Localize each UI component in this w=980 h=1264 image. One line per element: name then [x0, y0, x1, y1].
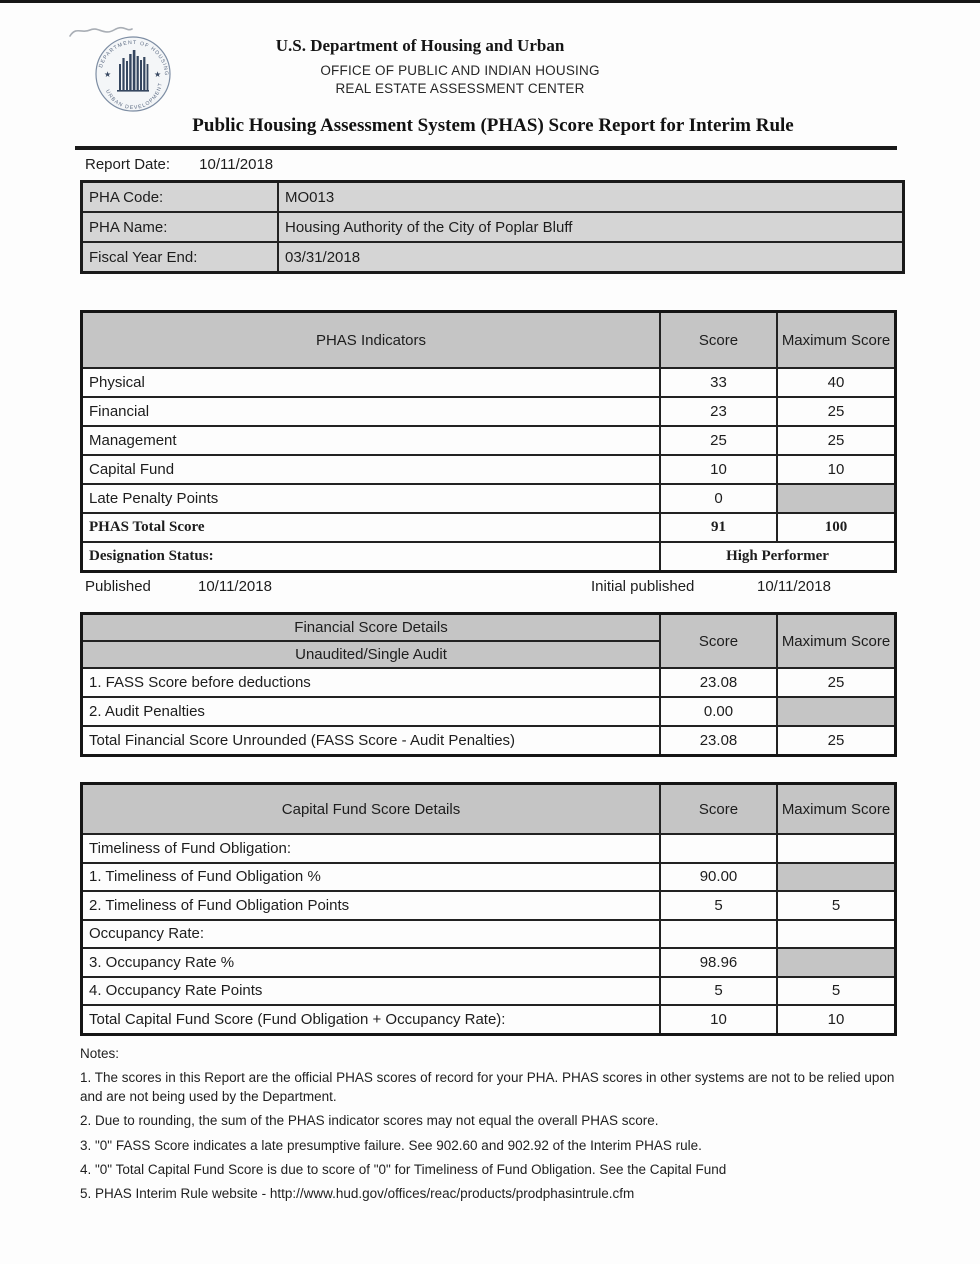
total-score-max: 100 [777, 513, 896, 542]
audit-penalties-max-blocked [777, 697, 896, 726]
occupancy-pct-max-blocked [777, 948, 896, 977]
audit-penalties-label: 2. Audit Penalties [82, 697, 661, 726]
indicator-max: 10 [777, 455, 896, 484]
indicators-header: PHAS Indicators [82, 312, 661, 369]
total-capital-value: 10 [660, 1005, 777, 1034]
empty-cell [660, 834, 777, 863]
designation-status-value: High Performer [660, 542, 896, 572]
table-row [82, 1005, 896, 1034]
max-score-header: Maximum Score [777, 312, 896, 369]
occupancy-pct-value: 98.96 [660, 948, 777, 977]
table-row [82, 212, 904, 242]
initial-published-label: Initial published [591, 578, 695, 595]
svg-text:★: ★ [104, 70, 112, 79]
table-row [82, 726, 896, 756]
pha-name-value: Housing Authority of the City of Poplar Bluff [278, 212, 904, 242]
office-name: OFFICE OF PUBLIC AND INDIAN HOUSING [320, 63, 600, 78]
report-date-value: 10/11/2018 [199, 156, 274, 173]
audit-type-subheader: Unaudited/Single Audit [82, 641, 661, 668]
fass-score-label: 1. FASS Score before deductions [82, 668, 661, 697]
audit-penalties-value: 0.00 [660, 697, 777, 726]
occupancy-section-label: Occupancy Rate: [82, 920, 661, 949]
table-header-row [82, 312, 896, 369]
svg-text:★: ★ [154, 70, 162, 79]
indicator-label: Financial [82, 397, 661, 426]
timeliness-points-value: 5 [660, 891, 777, 920]
table-row [82, 397, 896, 426]
total-capital-max: 10 [777, 1005, 896, 1034]
agency-name: U.S. Department of Housing and Urban [275, 36, 565, 55]
pha-code-label: PHA Code: [82, 182, 279, 213]
indicator-max: 40 [777, 368, 896, 397]
total-capital-label: Total Capital Fund Score (Fund Obligation + Occupancy Rate): [82, 1005, 661, 1034]
total-financial-label: Total Financial Score Unrounded (FASS Score - Audit Penalties) [82, 726, 661, 756]
timeliness-pct-value: 90.00 [660, 863, 777, 892]
pha-info-table [80, 180, 905, 274]
occupancy-points-value: 5 [660, 977, 777, 1006]
indicator-label: Late Penalty Points [82, 484, 661, 513]
indicator-score: 25 [660, 426, 777, 455]
indicator-score: 33 [660, 368, 777, 397]
indicator-score: 0 [660, 484, 777, 513]
fass-score-max: 25 [777, 668, 896, 697]
score-header: Score [660, 614, 777, 669]
capital-details-header: Capital Fund Score Details [82, 784, 661, 835]
table-row [82, 834, 896, 863]
occupancy-points-label: 4. Occupancy Rate Points [82, 977, 661, 1006]
max-score-header: Maximum Score [777, 614, 896, 669]
indicator-max-blocked [777, 484, 896, 513]
note-item: 1. The scores in this Report are the official PHAS scores of record for your PHA. PHAS scores in other systems are not to be relied upon and are not being used by the Department. [80, 1070, 895, 1105]
table-row [82, 891, 896, 920]
page-title: Public Housing Assessment System (PHAS) Score Report for Interim Rule [192, 115, 794, 136]
capital-fund-score-details-table [80, 782, 897, 1036]
fiscal-year-end-value: 03/31/2018 [278, 242, 904, 273]
note-item: 5. PHAS Interim Rule website - http://www.hud.gov/offices/reac/products/prodphasintrule.cfm [80, 1185, 635, 1201]
table-row [82, 668, 896, 697]
note-item: 4. "0" Total Capital Fund Score is due to score of "0" for Timeliness of Fund Obligation. See the Capital Fund [80, 1161, 727, 1177]
published-label: Published [85, 578, 151, 595]
center-name: REAL ESTATE ASSESSMENT CENTER [335, 81, 585, 96]
table-row [82, 368, 896, 397]
svg-text:URBAN DEVELOPMENT: URBAN DEVELOPMENT [104, 81, 164, 112]
note-item: 3. "0" FASS Score indicates a late presumptive failure. See 902.60 and 902.92 of the Interim PHAS rule. [80, 1137, 702, 1153]
timeliness-pct-max-blocked [777, 863, 896, 892]
table-row [82, 920, 896, 949]
fass-score-value: 23.08 [660, 668, 777, 697]
timeliness-section-label: Timeliness of Fund Obligation: [82, 834, 661, 863]
empty-cell [660, 920, 777, 949]
financial-score-details-table [80, 612, 897, 757]
table-row [82, 426, 896, 455]
timeliness-points-max: 5 [777, 891, 896, 920]
max-score-header: Maximum Score [777, 784, 896, 835]
total-score-label: PHAS Total Score [82, 513, 661, 542]
total-score-value: 91 [660, 513, 777, 542]
designation-status-label: Designation Status: [82, 542, 661, 572]
table-row [82, 697, 896, 726]
scan-edge-artifact [0, 0, 980, 3]
occupancy-pct-label: 3. Occupancy Rate % [82, 948, 661, 977]
timeliness-pct-label: 1. Timeliness of Fund Obligation % [82, 863, 661, 892]
notes-section [80, 1044, 904, 1203]
fiscal-year-end-label: Fiscal Year End: [82, 242, 279, 273]
published-row [0, 578, 980, 598]
occupancy-points-max: 5 [777, 977, 896, 1006]
indicator-max: 25 [777, 426, 896, 455]
table-row [82, 242, 904, 273]
pha-name-label: PHA Name: [82, 212, 279, 242]
report-date-label: Report Date: [85, 156, 171, 173]
table-row-designation [82, 542, 896, 572]
table-row [82, 182, 904, 213]
pha-code-value: MO013 [278, 182, 904, 213]
title-divider [75, 146, 897, 150]
total-financial-max: 25 [777, 726, 896, 756]
financial-details-header: Financial Score Details [82, 614, 661, 642]
empty-cell [777, 834, 896, 863]
svg-text:DEPARTMENT OF HOUSING: DEPARTMENT OF HOUSING [98, 39, 170, 77]
empty-cell [777, 920, 896, 949]
indicator-label: Capital Fund [82, 455, 661, 484]
indicator-max: 25 [777, 397, 896, 426]
table-row [82, 863, 896, 892]
table-row [82, 948, 896, 977]
timeliness-points-label: 2. Timeliness of Fund Obligation Points [82, 891, 661, 920]
indicator-score: 23 [660, 397, 777, 426]
phas-indicators-table [80, 310, 897, 573]
indicator-label: Physical [82, 368, 661, 397]
initial-published-date: 10/11/2018 [757, 578, 831, 595]
score-header: Score [660, 312, 777, 369]
total-financial-value: 23.08 [660, 726, 777, 756]
report-date-row [85, 156, 273, 173]
table-row-total [82, 513, 896, 542]
table-header-row [82, 784, 896, 835]
table-row [82, 484, 896, 513]
indicator-score: 10 [660, 455, 777, 484]
note-item: 2. Due to rounding, the sum of the PHAS indicator scores may not equal the overall PHAS score. [80, 1113, 659, 1129]
table-row [82, 977, 896, 1006]
table-row [82, 455, 896, 484]
published-date: 10/11/2018 [198, 578, 272, 595]
notes-title: Notes: [80, 1046, 120, 1061]
indicator-label: Management [82, 426, 661, 455]
table-header-row [82, 614, 896, 642]
score-header: Score [660, 784, 777, 835]
